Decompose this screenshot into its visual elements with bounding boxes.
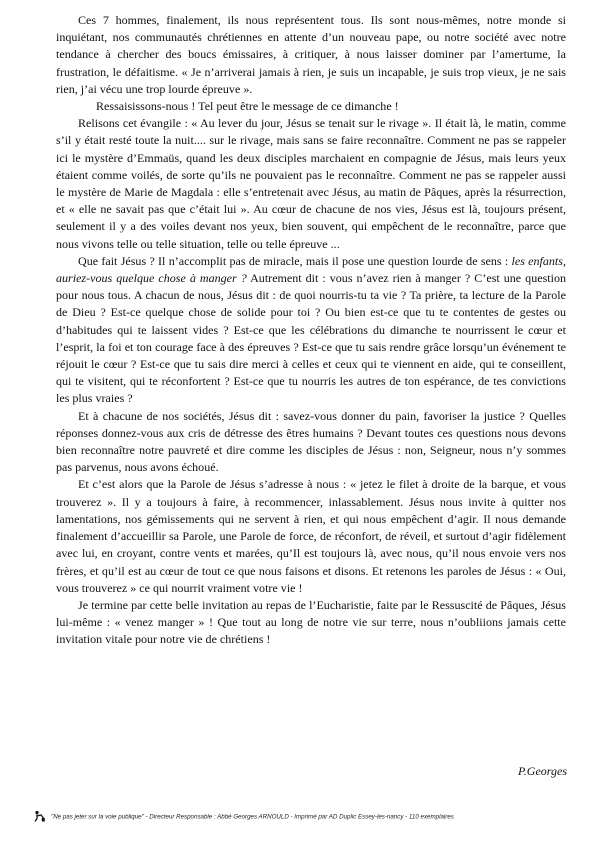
recycle-bin-icon: [34, 810, 45, 824]
footer-quote: "Ne pas jeter sur la voie publique": [51, 813, 144, 821]
gospel-quote: les enfants, auriez-vous quelque chose à manger ?: [56, 253, 566, 286]
footer-details: - Directeur Responsable : Abbé Georges ARNOULD - Imprimé par AD Duplic Essey-les-nancy - 110 exemplaires: [143, 813, 454, 821]
signature: P.Georges: [518, 764, 567, 778]
footer: [34, 810, 574, 824]
paragraph-4-end: Autrement dit : vous n’avez rien à manger ? C’est une question pour nous tous. A chacun de nous, Jésus dit : de quoi nourris-tu ta vie ? Ta prière, ta lecture de la Parole de Dieu ? Est-ce quelque chose de solide pour toi ? Ou bien est-ce que tu te contentes de gestes ou d’habitudes qui te laissent vides ? Est-ce que les célébrations du dimanche te nourrissent le cœur et l’esprit, la foi et ton courage face à des épreuves ? Est-ce que tu sais rendre grâce lorsqu’un événement te réjouit le cœur ? Est-ce que tu sais dire merci à celles et ceux qui te viennent en aide, qui te conseillent, qui te visitent, qui te réconfortent ? Est-ce que tu nourris les autres de ton espérance, de tes convictions les plus vraies ?: [56, 271, 567, 406]
paragraph-7: Je termine par cette belle invitation au repas de l’Eucharistie, faite par le Ressuscité de Pâques, Jésus lui-même : « venez manger » ! Que tout au long de notre vie sur terre, nous n’oubliions jamais cette invitation vitale pour notre vie de chrétiens !: [56, 597, 566, 647]
paragraph-2: Ressaisissons-nous ! Tel peut être le message de ce dimanche !: [96, 99, 399, 114]
paragraph-4-start: Que fait Jésus ? Il n’accomplit pas de miracle, mais il pose une question lourde de sens :: [78, 253, 512, 268]
paragraph-6: Et c’est alors que la Parole de Jésus s’adresse à nous : « jetez le filet à droite de la barque, et vous trouverez ». Il y a toujours à faire, à recommencer, inlassablement. Jésus nous invite à quitter nos lamentations, nos gémissements qui ne servent à rien, et qui nous empêchent d’agir. Il nous demande finalement d’accueillir sa Parole, une Parole de force, de réconfort, de réveil, et surtout d’agir fidèlement avec lui, en croyant, contre vents et marées, qu’Il est toujours là, avec nous, qu’il nous envoie vers nos frères, et qu’il est au cœur de tout ce que nous faisons et disons. Et retenons les paroles de Jésus : « Oui, vous trouverez » ce qui nourrit vraiment votre vie !: [56, 477, 566, 595]
article-body: [56, 12, 566, 649]
paragraph-4: [56, 253, 566, 408]
paragraph-1: Ces 7 hommes, finalement, ils nous représentent tous. Ils sont nous-mêmes, notre monde si inquiétant, nos communautés chrétiennes en attente d’un nouveau pape, ou notre société avec notre tendance à chercher des boucs émissaires, à critiquer, à nous laisser dominer par l’amertume, la frustration, le défaitisme. « Je n’arriverai jamais à rien, je suis un incapable, je suis trop vieux, je ne sais rien, j’ai vécu une trop lourde épreuve ».: [56, 13, 566, 96]
paragraph-5: Et à chacune de nos sociétés, Jésus dit : savez-vous donner du pain, favoriser la justice ? Quelles réponses donnez-vous aux cris de détresse des êtres humains ? Devant toutes ces questions nous devons bien reconnaître notre pauvreté et dire comme les disciples de Jésus : non, Seigneur, nous n’y sommes pas parvenus, nous avons échoué.: [56, 408, 566, 475]
paragraph-3: Relisons cet évangile : « Au lever du jour, Jésus se tenait sur le rivage ». Il était là, le matin, comme s’il y était resté toute la nuit.... sur le rivage, mais sans se faire reconnaître. Comment ne pas se rappeler ici le mystère d’Emmaüs, quand les deux disciples marchaient en compagnie de Jésus, mais leurs yeux étaient comme voilés, de sorte qu’ils ne pouvaient pas le reconnaître. Comment ne pas se rappeler aussi le mystère de Marie de Magdala : elle s’entretenait avec Jésus, au matin de Pâques, après la résurrection, et « elle ne savait pas que c’était lui ». Au cœur de chacune de nos vies, Jésus est là, toujours présent, seulement il y a des voiles devant nos yeux, bien souvent, qui empêchent de le reconnaître, parce que nous vivons telle ou telle situation, telle ou telle épreuve ...: [56, 116, 566, 251]
